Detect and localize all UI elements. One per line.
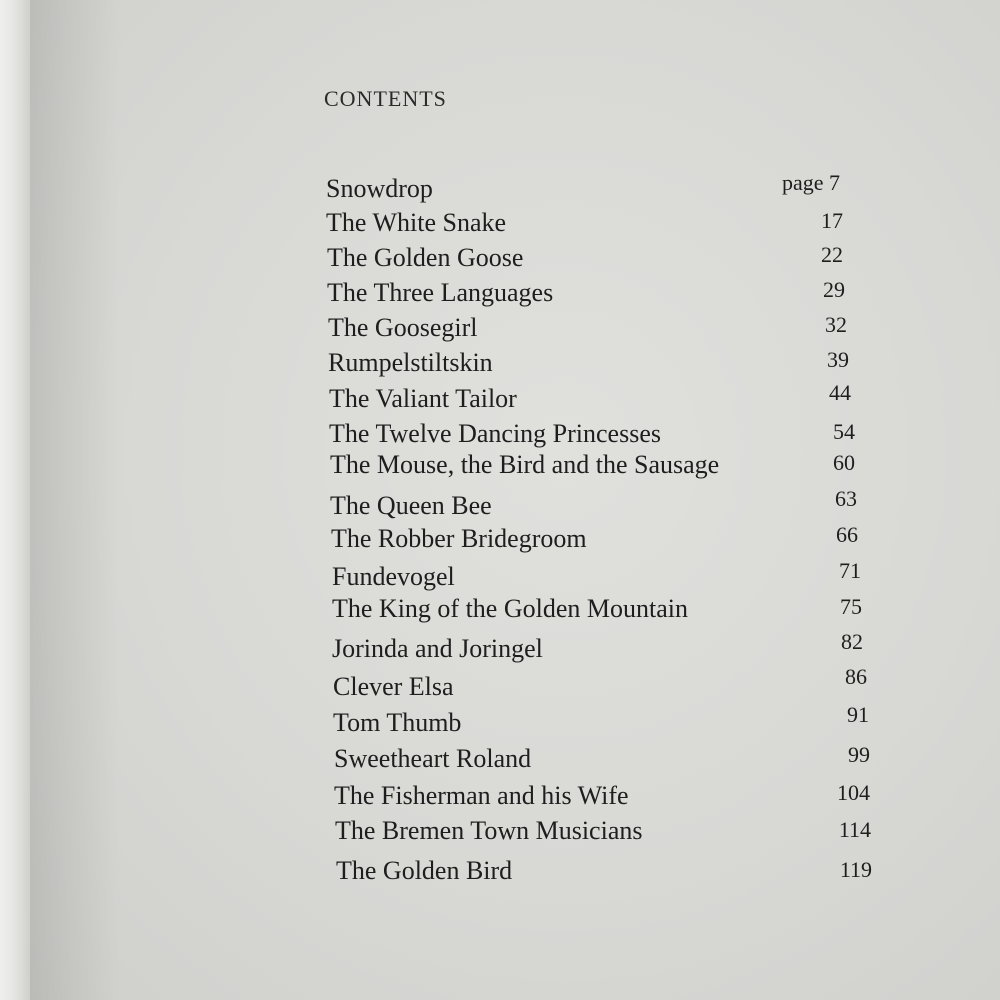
toc-entry-title: The Goosegirl xyxy=(328,313,478,342)
toc-entry-title: Tom Thumb xyxy=(333,708,462,737)
toc-entry-title: The Valiant Tailor xyxy=(329,384,517,413)
toc-entry-page: 104 xyxy=(837,780,870,805)
toc-entry-page: 22 xyxy=(821,242,843,267)
toc-entry-page: 54 xyxy=(833,419,855,444)
toc-entry-title: The Fisherman and his Wife xyxy=(334,781,629,810)
toc-entry-title: Clever Elsa xyxy=(333,672,454,701)
toc-entry-page: 39 xyxy=(827,347,849,372)
toc-entry-page: 71 xyxy=(839,558,861,583)
contents-heading: CONTENTS xyxy=(324,86,447,111)
toc-entry-page: 66 xyxy=(836,522,858,547)
toc-entry-page: page 7 xyxy=(781,170,840,195)
toc-entry-page: 114 xyxy=(838,817,871,842)
toc-entry-page: 91 xyxy=(847,702,869,727)
toc-entry-title: The King of the Golden Mountain xyxy=(332,594,688,623)
toc-entry-title: The Queen Bee xyxy=(330,491,492,520)
toc-entry-page: 32 xyxy=(825,312,847,337)
toc-entry-title: Rumpelstiltskin xyxy=(328,348,493,377)
toc-entry-title: Jorinda and Joringel xyxy=(332,634,543,663)
toc-entry-page: 29 xyxy=(823,277,845,302)
toc-entry-title: The Golden Bird xyxy=(336,856,513,885)
toc-entry-title: The Golden Goose xyxy=(327,243,524,272)
toc-entry-title: The Robber Bridegroom xyxy=(331,524,587,553)
toc-entry-page: 17 xyxy=(821,208,843,233)
toc-entry-page: 119 xyxy=(839,857,872,882)
toc-entry-page: 60 xyxy=(833,450,855,475)
toc-entry-title: The Twelve Dancing Princesses xyxy=(329,419,661,448)
toc-entry-title: The Bremen Town Musicians xyxy=(335,816,643,845)
toc-entry-page: 86 xyxy=(845,664,867,689)
toc-entry-page: 44 xyxy=(829,380,851,405)
toc-entry-title: Snowdrop xyxy=(326,174,433,203)
toc-entry-page: 75 xyxy=(840,594,862,619)
toc-entry-title: The Three Languages xyxy=(327,278,554,307)
toc-entry-title: The Mouse, the Bird and the Sausage xyxy=(330,450,720,479)
toc-entry-page: 82 xyxy=(841,629,863,654)
toc-entry-title: Fundevogel xyxy=(332,562,455,591)
toc-entry-title: Sweetheart Roland xyxy=(334,744,532,773)
toc-entry-page: 99 xyxy=(848,742,870,767)
toc-entry-title: The White Snake xyxy=(326,208,507,237)
toc-entry-page: 63 xyxy=(835,486,857,511)
